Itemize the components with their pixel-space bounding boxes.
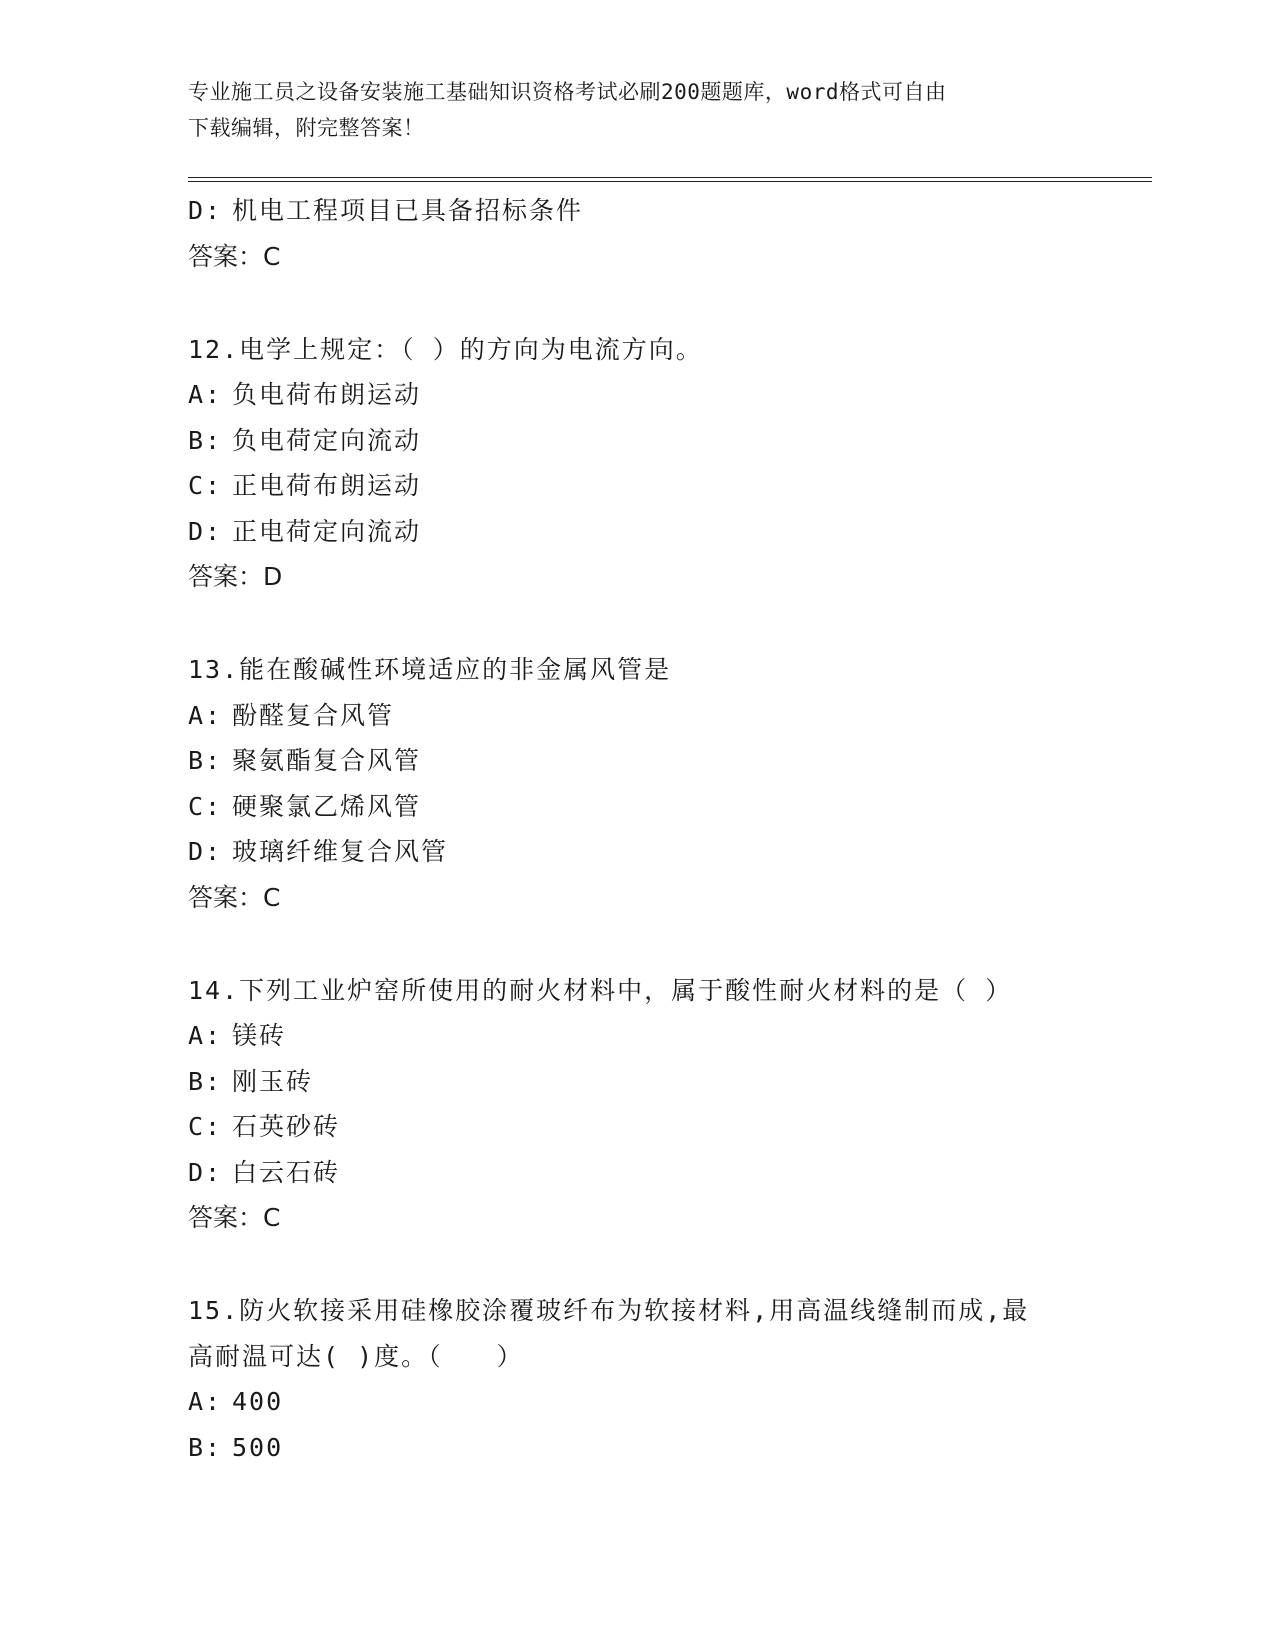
option-a bbox=[188, 1379, 1148, 1425]
option-c bbox=[188, 784, 1148, 830]
option-letter: D: bbox=[188, 196, 223, 225]
option-letter: B: bbox=[188, 1066, 223, 1096]
answer-line: 答案：D bbox=[188, 562, 283, 591]
option-b bbox=[188, 418, 1148, 464]
option-d bbox=[188, 509, 1148, 555]
question-stem: 14.下列工业炉窑所使用的耐火材料中，属于酸性耐火材料的是（ ） bbox=[188, 975, 1013, 1005]
question-stem: 12.电学上规定：（ ）的方向为电流方向。 bbox=[188, 334, 703, 364]
option-d bbox=[188, 829, 1148, 875]
option-c bbox=[188, 463, 1148, 509]
option-text: 500 bbox=[232, 1432, 284, 1462]
header-line-2: 下载编辑，附完整答案！ bbox=[188, 116, 425, 140]
option-c bbox=[188, 1104, 1148, 1150]
question-list bbox=[188, 188, 1148, 1470]
option-text: 机电工程项目已具备招标条件 bbox=[232, 196, 584, 225]
option-letter: B: bbox=[188, 1432, 223, 1462]
option-text: 酚醛复合风管 bbox=[232, 700, 395, 730]
option-text: 正电荷定向流动 bbox=[232, 516, 422, 546]
question-stem: 13.能在酸碱性环境适应的非金属风管是 bbox=[188, 655, 672, 684]
option-text: 刚玉砖 bbox=[232, 1066, 314, 1096]
option-letter: A: bbox=[188, 700, 223, 730]
option-letter: C: bbox=[188, 1112, 223, 1141]
option-text: 正电荷布朗运动 bbox=[232, 471, 422, 500]
option-a bbox=[188, 1013, 1148, 1059]
option-letter: D: bbox=[188, 837, 223, 866]
answer-line: 答案：C bbox=[188, 241, 281, 271]
document-page bbox=[188, 0, 1148, 1650]
option-letter: B: bbox=[188, 746, 223, 775]
option-letter: C: bbox=[188, 791, 223, 821]
option-a bbox=[188, 372, 1148, 418]
option-letter: A: bbox=[188, 380, 223, 409]
option-letter: A: bbox=[188, 1387, 223, 1416]
option-text: 400 bbox=[232, 1387, 284, 1416]
option-b bbox=[188, 1059, 1148, 1105]
option-letter: A: bbox=[188, 1021, 223, 1050]
option-text: 负电荷定向流动 bbox=[232, 425, 422, 455]
option-text: 硬聚氯乙烯风管 bbox=[232, 791, 422, 821]
option-letter: B: bbox=[188, 425, 223, 455]
option-letter: C: bbox=[188, 471, 223, 500]
answer-line: 答案：C bbox=[188, 882, 281, 912]
option-a bbox=[188, 693, 1148, 739]
header-divider bbox=[188, 177, 1152, 182]
option-text: 白云石砖 bbox=[232, 1157, 341, 1187]
document-header bbox=[188, 74, 1068, 146]
option-letter: D: bbox=[188, 516, 223, 546]
option-text: 负电荷布朗运动 bbox=[232, 380, 422, 409]
question-stem-line-1: 15.防火软接采用硅橡胶涂覆玻纤布为软接材料,用高温线缝制而成,最 bbox=[188, 1296, 1030, 1325]
option-text: 聚氨酯复合风管 bbox=[232, 746, 422, 775]
option-text: 镁砖 bbox=[232, 1021, 287, 1050]
option-letter: D: bbox=[188, 1157, 223, 1187]
option-text: 石英砂砖 bbox=[232, 1112, 341, 1141]
header-line-1: 专业施工员之设备安装施工基础知识资格考试必刷200题题库，word格式可自由 bbox=[188, 80, 947, 104]
question-stem-line-2: 高耐温可达( )度。（ ） bbox=[188, 1341, 524, 1371]
answer-line: 答案：C bbox=[188, 1203, 281, 1232]
option-text: 玻璃纤维复合风管 bbox=[232, 837, 449, 866]
option-b bbox=[188, 738, 1148, 784]
option-d bbox=[188, 188, 1148, 234]
option-b bbox=[188, 1425, 1148, 1471]
option-d bbox=[188, 1150, 1148, 1196]
